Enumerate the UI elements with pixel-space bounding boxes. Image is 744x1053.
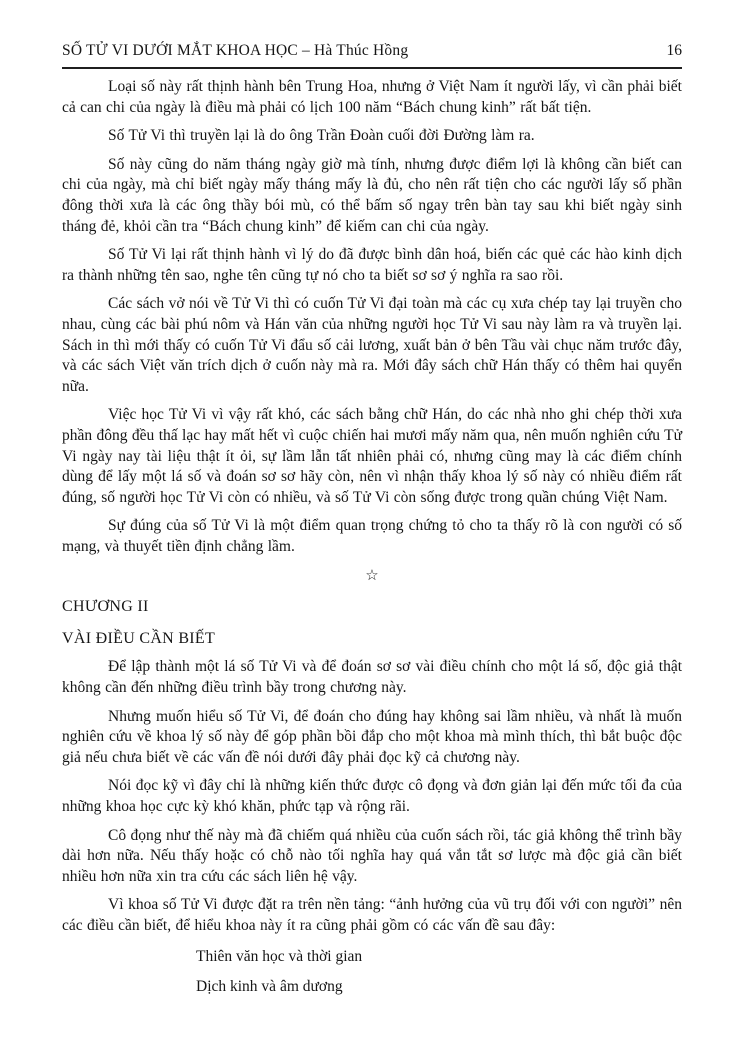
header-rule (62, 67, 682, 69)
chapter-label: CHƯƠNG II (62, 598, 149, 616)
paragraph: Các sách vở nói về Tử Vi thì có cuốn Tử Vi đại toàn mà các cụ xưa chép tay lại truyền cho nhau, cùng các bài phú nôm và Hán văn của những người học Tử Vi sau này làm ra và truyền lại. Sách in thì mới thấy có cuốn Tử Vi đẩu số cải lương, xuất bản ở bên Tầu vài chục năm trước đây, và các sách Việt văn trích dịch ở cuốn này mà ra. Mới đây sách chữ Hán thấy có thêm hai quyển nữa. (62, 295, 682, 395)
paragraph: Số Tử Vi lại rất thịnh hành vì lý do đã được bình dân hoá, biến các quẻ các hào kinh dịch ra thành những tên sao, nghe tên cũng tự nó cho ta biết sơ sơ ý nghĩa ra sao rồi. (62, 246, 682, 284)
paragraph: Sự đúng của số Tử Vi là một điểm quan trọng chứng tỏ cho ta thấy rõ là con người có số mạng, và thuyết tiền định chẳng lầm. (62, 517, 682, 555)
list-item: Thiên văn học và thời gian (196, 947, 363, 965)
paragraph: Cô đọng như thế này mà đã chiếm quá nhiều của cuốn sách rồi, tác giả không thể trình bầy dài hơn nữa. Nếu thấy hoặc có chỗ nào tối nghĩa hay quá vắn tắt sơ lược mà độc giả cần biết nhiều hơn nữa xin tra cứu các sách liên hệ vậy. (62, 826, 682, 885)
chapter-title: VÀI ĐIỀU CẦN BIẾT (62, 630, 216, 648)
paragraph: Vì khoa số Tử Vi được đặt ra trên nền tảng: “ảnh hưởng của vũ trụ đối với con người” nên các điều cần biết, để hiểu khoa này ít ra cũng phải gồm có các vấn đề sau đây: (62, 896, 682, 934)
page-header (62, 42, 682, 60)
list-item: Dịch kinh và âm dương (196, 978, 343, 996)
paragraph: Số này cũng do năm tháng ngày giờ mà tính, nhưng được điểm lợi là không cần biết can chi của ngày, mà chỉ biết ngày mấy tháng mấy là đủ, cho nên rất tiện cho các người lấy số phần đông thời xưa là các ông thầy bói mù, có thể bấm số ngay trên bàn tay sau khi biết ngày sinh tháng đẻ, khỏi cần tra “Bách chung kinh” để kiếm can chi của ngày. (62, 155, 682, 235)
star-icon: ☆ (365, 568, 379, 585)
section-break (62, 566, 682, 585)
running-title: SỐ TỬ VI DƯỚI MẮT KHOA HỌC – Hà Thúc Hồng (62, 42, 409, 59)
paragraph: Việc học Tử Vi vì vậy rất khó, các sách bằng chữ Hán, do các nhà nho ghi chép thời xưa phần đông đều thấ lạc hay mất hết vì cuộc chiến hai mươi mấy năm qua, nên muốn nghiên cứu Tử Vi ngày nay tài liệu thật ít ỏi, sự lầm lẫn tất nhiên phải có, nhưng cũng may là các điểm chính dùng để lấy một lá số và đoán sơ sơ hãy còn, nên vì nhận thấy khoa lý số này có nhiều điểm rất đúng, số người học Tử Vi còn có nhiều, và số Tử Vi còn sống được trong quần chúng Việt Nam. (62, 406, 682, 506)
paragraph: Nói đọc kỹ vì đây chỉ là những kiến thức được cô đọng và đơn giản lại đến mức tối đa của những khoa học cực kỳ khó khăn, phức tạp và rộng rãi. (62, 777, 682, 816)
paragraph: Nhưng muốn hiểu số Tử Vi, để đoán cho đúng hay không sai lầm nhiều, và nhất là muốn nghiên cứu về khoa lý số này để góp phần bồi đắp cho một khoa mà mình thích, thì bắt buộc độc giả nếu chưa biết về các vấn đề nói dưới đây phải đọc kỹ cả chương này. (62, 707, 682, 766)
paragraph: Để lập thành một lá số Tử Vi và để đoán sơ sơ vài điều chính cho một lá số, độc giả thật không cần đến những điều trình bầy trong chương này. (62, 658, 682, 697)
paragraph: Loại số này rất thịnh hành bên Trung Hoa, nhưng ở Việt Nam ít người lấy, vì cần phải biết cả can chi của ngày là điều mà phải có lịch 100 năm “Bách chung kinh” rất bất tiện. (62, 78, 682, 116)
page-number: 16 (666, 42, 682, 59)
paragraph: Số Tử Vi thì truyền lại là do ông Trần Đoàn cuối đời Đường làm ra. (108, 127, 535, 145)
page-content (62, 77, 682, 998)
